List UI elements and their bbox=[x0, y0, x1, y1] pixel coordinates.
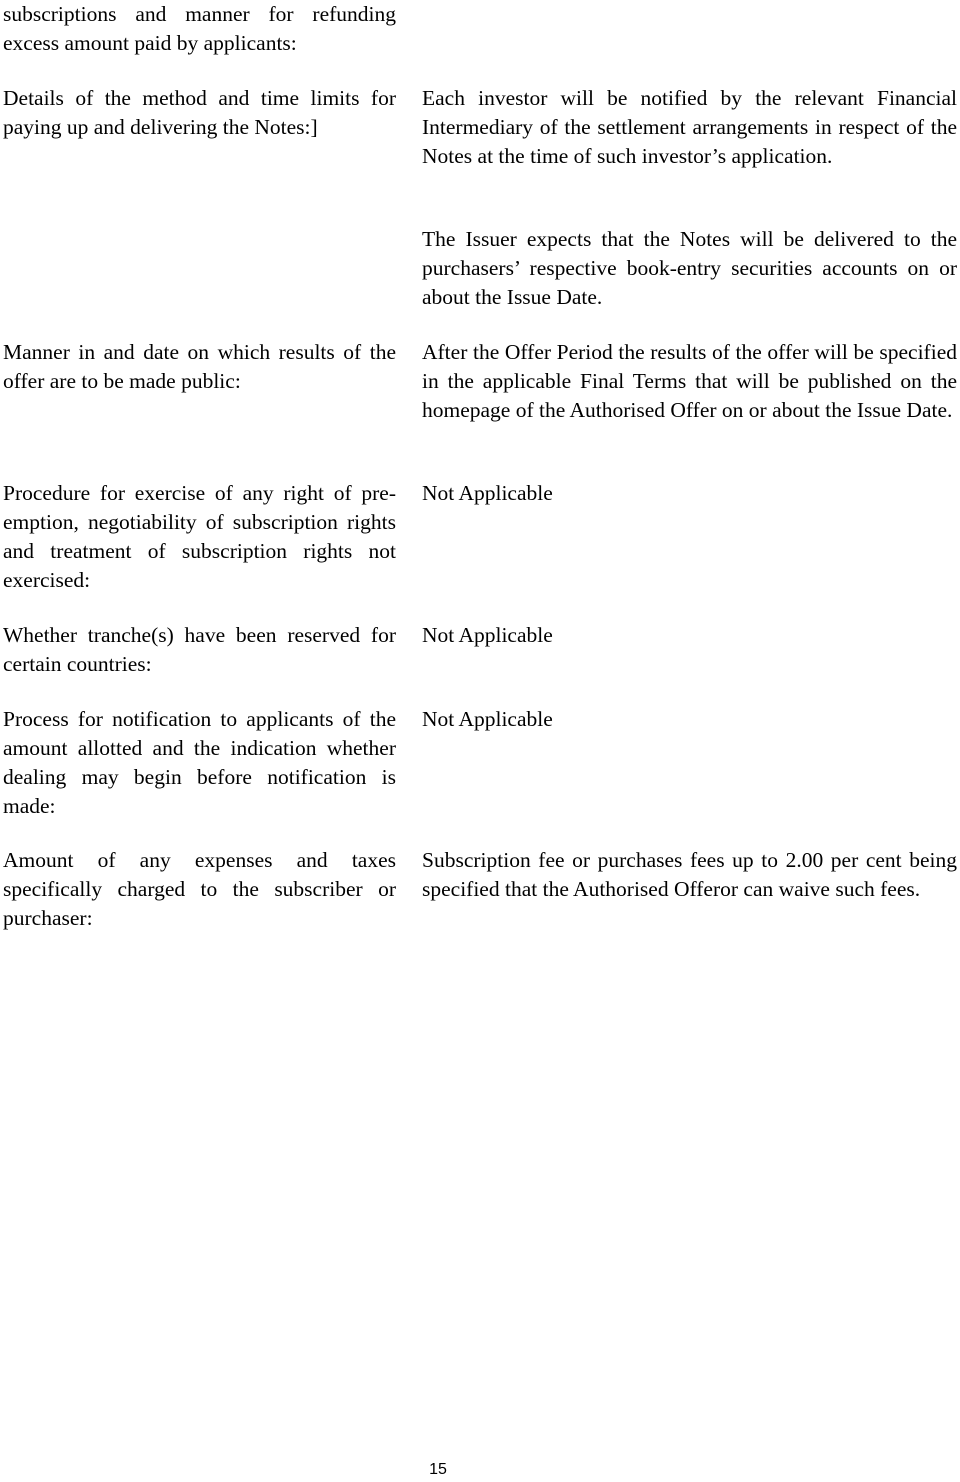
term-label-refunding: subscriptions and manner for refunding excess amount paid by applicants: bbox=[3, 2, 396, 55]
term-label-pre-emption: Procedure for exercise of any right of pre-emption, negotiability of subscription rights and treatment of subscription rights not exercised: bbox=[3, 481, 396, 592]
term-label-results-publication: Manner in and date on which results of the offer are to be made public: bbox=[3, 340, 396, 393]
term-value-results-publication: After the Offer Period the results of the offer will be specified in the applicable Final Terms that will be published on the homepage of the Authorised Offer on or about the Issue Date. bbox=[422, 340, 957, 422]
term-value-settlement-notice: Each investor will be notified by the relevant Financial Intermediary of the settlement arrangements in respect of the Notes at the time of such investor’s application. bbox=[422, 86, 957, 168]
term-value-delivery-expectation: The Issuer expects that the Notes will be delivered to the purchasers’ respective book-entry securities accounts on or about the Issue Date. bbox=[422, 227, 957, 309]
term-value-allotment-notification: Not Applicable bbox=[422, 707, 553, 731]
term-label-expenses-taxes: Amount of any expenses and taxes specifically charged to the subscriber or purchaser: bbox=[3, 848, 396, 930]
term-value-expenses-taxes: Subscription fee or purchases fees up to 2.00 per cent being specified that the Authorised Offeror can waive such fees. bbox=[422, 848, 957, 901]
term-value-tranches: Not Applicable bbox=[422, 623, 553, 647]
term-label-payment-delivery: Details of the method and time limits for paying up and delivering the Notes:] bbox=[3, 86, 396, 139]
term-label-tranches: Whether tranche(s) have been reserved for certain countries: bbox=[3, 623, 396, 676]
term-label-allotment-notification: Process for notification to applicants of the amount allotted and the indication whether dealing may begin before notification is made: bbox=[3, 707, 396, 818]
page-number: 15 bbox=[429, 1461, 447, 1478]
term-value-pre-emption: Not Applicable bbox=[422, 481, 553, 505]
